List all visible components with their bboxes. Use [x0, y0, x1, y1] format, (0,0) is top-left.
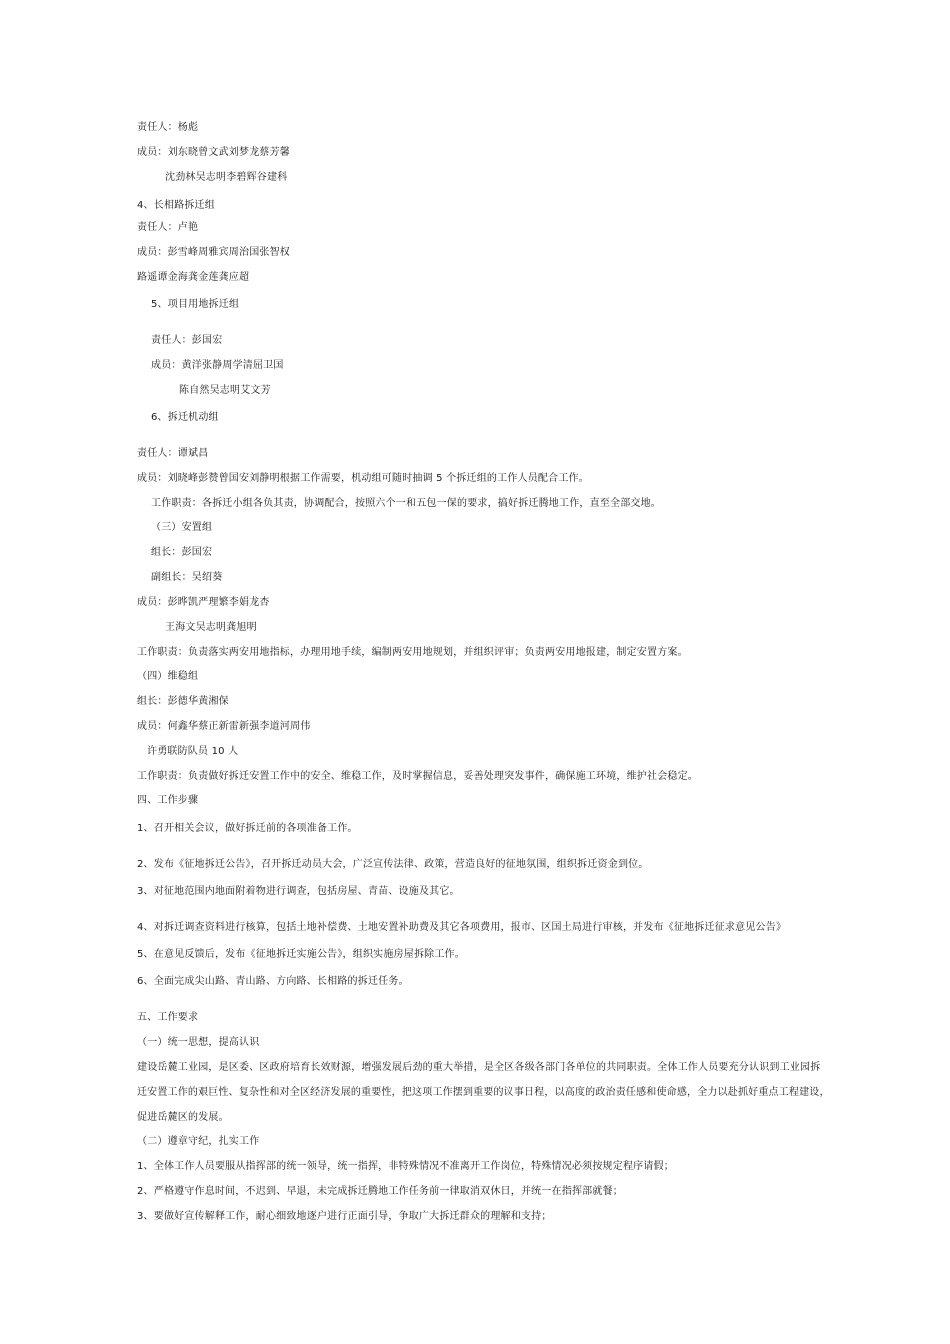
text-line: 责任人：谭斌昌: [137, 448, 209, 459]
text-line: 工作职责：负责做好拆迁安置工作中的安全、维稳工作，及时掌握信息，妥善处理突发事件，确保施工环境，维护社会稳定。: [137, 771, 698, 782]
text-line: 建设岳麓工业园，是区委、区政府培育长效财源，增强发展后劲的重大举措，是全区各级各部门各单位的共同职责。全体工作人员要充分认识到工业园拆: [137, 1062, 821, 1073]
text-line: 责任人：卢艳: [137, 222, 199, 233]
text-line: 成员：刘东晓曾文武刘梦龙蔡芳馨: [137, 147, 290, 158]
section-heading: 4、长相路拆迁组: [137, 200, 215, 211]
section-heading: 6、拆迁机动组: [151, 412, 219, 423]
section-heading: （一）统一思想，提高认识: [137, 1037, 260, 1048]
section-heading: （三）安置组: [151, 522, 213, 533]
text-line: 责任人：杨彪: [137, 122, 199, 133]
text-line: 促进岳麓区的发展。: [137, 1112, 229, 1123]
text-line: 沈劲林吴志明李碧辉谷建科: [165, 172, 288, 183]
text-line: 3、要做好宣传解释工作，耐心细致地逐户进行正面引导，争取广大拆迁群众的理解和支持；: [137, 1211, 552, 1222]
text-line: 1、全体工作人员要服从指挥部的统一领导，统一指挥，非特殊情况不准离开工作岗位，特殊情况必须按规定程序请假；: [137, 1161, 674, 1172]
section-heading: 5、项目用地拆迁组: [151, 299, 240, 310]
text-line: 6、全面完成尖山路、青山路、方向路、长相路的拆迁任务。: [137, 976, 409, 987]
text-line: 3、对征地范围内地面附着物进行调查，包括房屋、青苗、设施及其它。: [137, 886, 460, 897]
text-line: 副组长：吴绍葵: [151, 572, 223, 583]
section-heading: （四）维稳组: [137, 671, 199, 682]
text-line: 成员：彭雪峰周雅宾周治国张智权: [137, 247, 290, 258]
text-line: 陈自然吴志明艾文芳: [179, 385, 271, 396]
text-line: 工作职责：各拆迁小组各负其责，协调配合，按照六个一和五包一保的要求，搞好拆迁腾地工作，直至全部交地。: [151, 498, 661, 509]
text-line: 成员：何鑫华蔡正新雷新强李道河周伟: [137, 721, 311, 732]
section-heading: （二）遵章守纪，扎实工作: [137, 1136, 260, 1147]
text-line: 1、召开相关会议，做好拆迁前的各项准备工作。: [137, 823, 358, 834]
text-line: 5、在意见反馈后，发布《征地拆迁实施公告》，组织实施房屋拆除工作。: [137, 949, 465, 960]
text-line: 2、严格遵守作息时间，不迟到、早退，未完成拆迁腾地工作任务前一律取消双休日，并统一在指挥部就餐；: [137, 1186, 623, 1197]
text-line: 成员：刘晓峰彭赞曾国安刘静明根据工作需要，机动组可随时抽调 5 个拆迁组的工作人员配合工作。: [137, 473, 589, 484]
text-line: 迁安置工作的艰巨性、复杂性和对全区经济发展的重要性，把这项工作摆到重要的议事日程，以高度的政治责任感和使命感，全力以赴抓好重点工程建设，: [137, 1087, 830, 1098]
text-line: 工作职责：负责落实两安用地指标，办理用地手续，编制两安用地规划，并组织评审；负责两安用地报建，制定安置方案。: [137, 647, 688, 658]
section-heading: 四、工作步骤: [137, 795, 199, 806]
text-line: 2、发布《征地拆迁公告》，召开拆迁动员大会，广泛宣传法律、政策，营造良好的征地氛围，组织拆迁资金到位。: [137, 859, 649, 870]
text-line: 4、对拆迁调查资料进行核算，包括土地补偿费、土地安置补助费及其它各项费用，报市、区国土局进行审核，并发布《征地拆迁征求意见公告》: [137, 922, 787, 933]
text-line: 成员：黄洋张静周学清屈卫国: [151, 360, 284, 371]
text-line: 责任人：彭国宏: [151, 335, 223, 346]
section-heading: 五、工作要求: [137, 1012, 199, 1023]
text-line: 王海文吴志明龚旭明: [165, 622, 257, 633]
text-line: 组长：彭德华黄湘保: [137, 696, 229, 707]
text-line: 组长：彭国宏: [151, 547, 213, 558]
text-line: 许勇联防队员 10 人: [147, 746, 239, 757]
text-line: 成员：彭晔凯严理繁李娟龙杏: [137, 597, 270, 608]
text-line: 路遥谭金海龚金莲龚应超: [137, 272, 250, 283]
